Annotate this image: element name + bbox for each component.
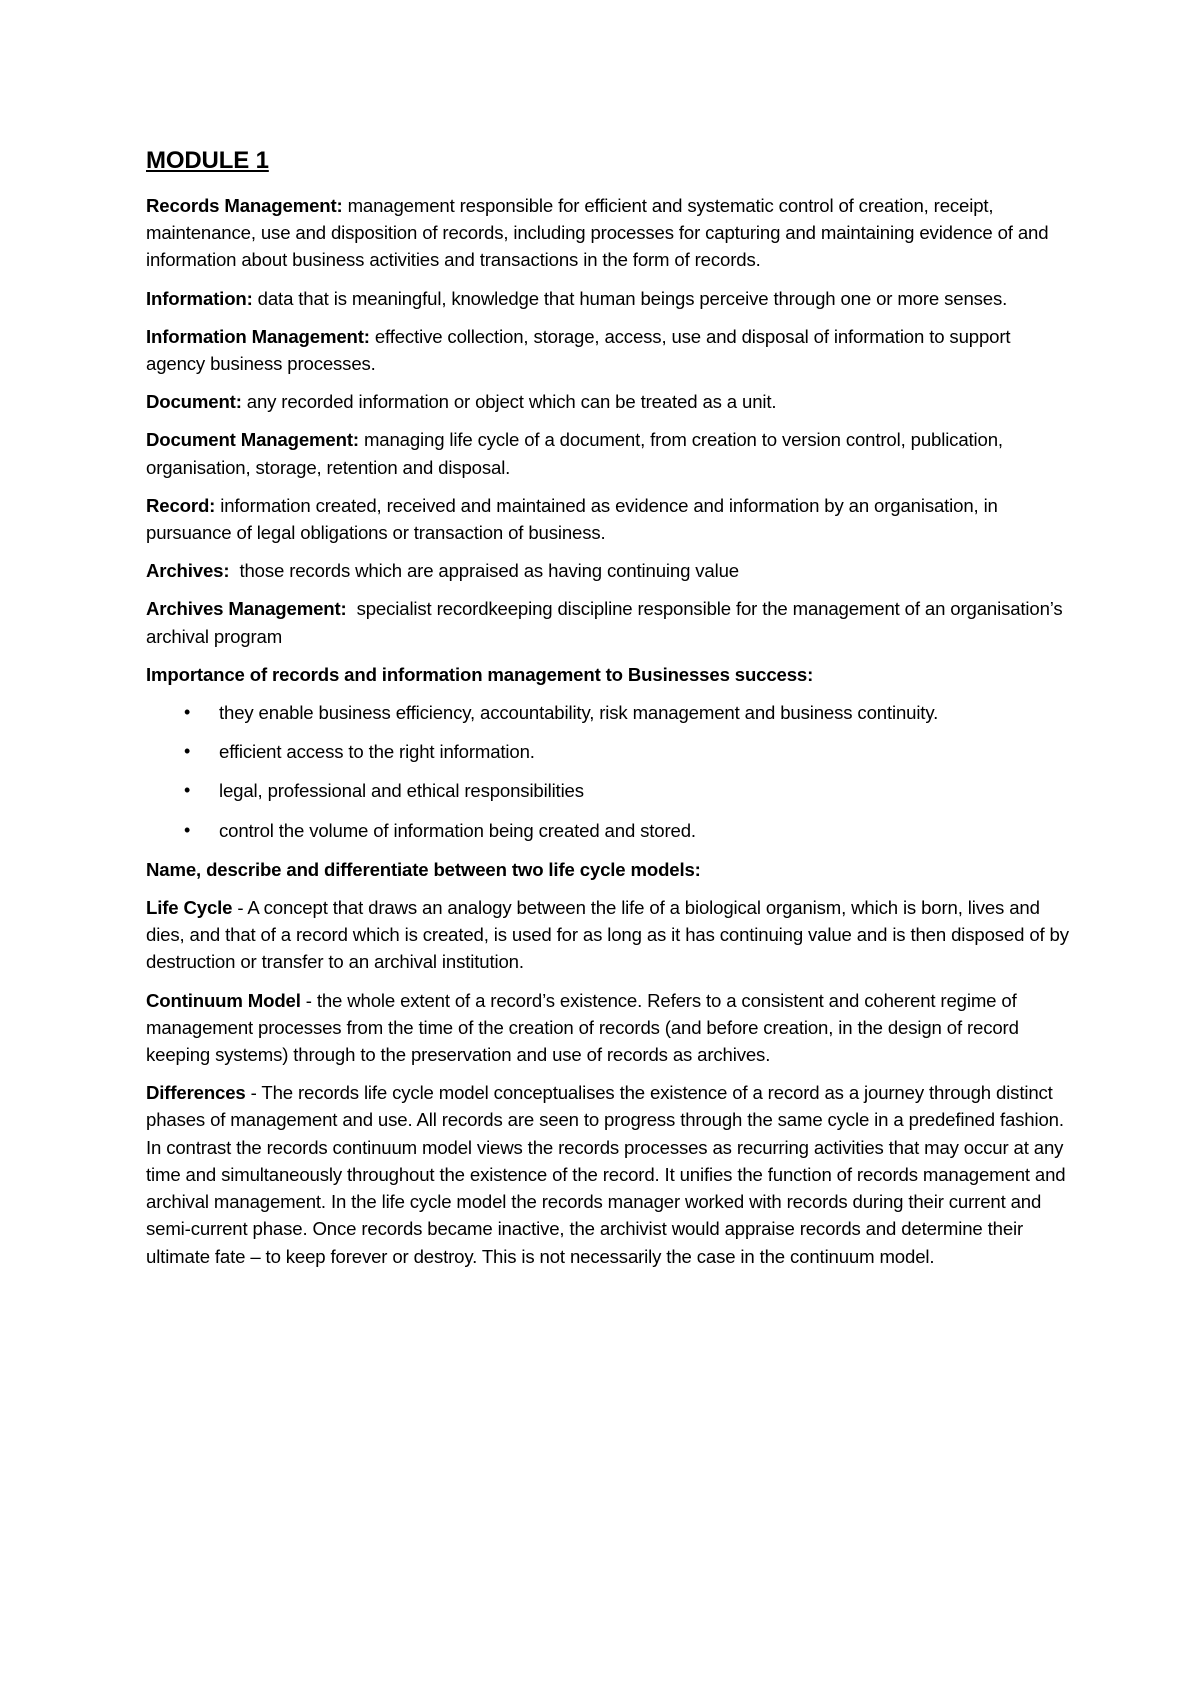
list-item-text: control the volume of information being created and stored. (219, 819, 696, 841)
bullet-icon: • (184, 741, 191, 762)
list-item (146, 817, 1071, 844)
bullet-icon: • (184, 702, 191, 723)
definition-information (146, 285, 1071, 312)
definition-term: Records Management: (146, 195, 343, 216)
list-item (146, 738, 1071, 765)
definition-record (146, 492, 1071, 546)
definition-term: Archives: (146, 560, 230, 582)
document-page (146, 146, 1071, 1281)
definition-term: Archives Management: (146, 598, 347, 620)
importance-heading: Importance of records and information management to Businesses success: (146, 663, 814, 685)
definition-term: Differences (146, 1082, 246, 1104)
list-item (146, 699, 1071, 726)
models-heading: Name, describe and differentiate between two life cycle models: (146, 858, 701, 880)
definition-continuum-model (146, 987, 1071, 1069)
definition-term: Information: (146, 287, 253, 309)
definition-text: - The records life cycle model conceptualises the existence of a record as a journey through distinct phases of management and use. All records are seen to progress through the same cycle in a predefined fashion. In contrast the records continuum model views the records processes as recurring activities that may occur at any time and simultaneously throughout the existence of the record. It unifies the function of records management and archival management. In the life cycle model the records manager worked with records during their current and semi-current phase. Once records became inactive, the archivist would appraise records and determine their ultimate fate – to keep forever or destroy. This is not necessarily the case in the continuum model. (146, 1082, 1066, 1267)
definition-term: Life Cycle (146, 897, 233, 919)
definition-text: management responsible for efficient and systematic control of creation, receipt, maintenance, use and disposition of records, including processes for capturing and maintaining evidence of and information about business activities and transactions in the form of records. (146, 195, 1049, 271)
definition-text: effective collection, storage, access, use and disposal of information to support agency business processes. (146, 325, 1011, 375)
definition-life-cycle (146, 894, 1071, 976)
definition-term: Continuum Model (146, 989, 301, 1011)
importance-list (146, 699, 1071, 844)
definition-term: Document Management: (146, 429, 359, 451)
list-item-text: efficient access to the right information. (219, 741, 535, 763)
definition-text: information created, received and maintained as evidence and information by an organisation, in pursuance of legal obligations or transaction of business. (146, 494, 998, 544)
definition-differences (146, 1079, 1071, 1269)
definition-text: managing life cycle of a document, from creation to version control, publication, organisation, storage, retention and disposal. (146, 429, 1003, 478)
definition-term: Information Management: (146, 325, 370, 347)
definition-records-management (146, 192, 1071, 274)
definition-text: any recorded information or object which can be treated as a unit. (241, 391, 777, 413)
definition-information-management (146, 323, 1071, 377)
bullet-icon: • (184, 819, 191, 840)
definition-text: data that is meaningful, knowledge that human beings perceive through one or more senses. (252, 287, 1008, 309)
definition-document-management (146, 426, 1071, 480)
page-title: MODULE 1 (146, 147, 269, 174)
definition-text: specialist recordkeeping discipline responsible for the management of an organisation’s archival program (146, 598, 1068, 647)
definition-archives (146, 557, 1071, 584)
definition-text: - A concept that draws an analogy between the life of a biological organism, which is born, lives and dies, and that of a record which is created, is used for as long as it has continuing value and is then disposed of by destruction or transfer to an archival institution. (146, 897, 1069, 973)
bullet-icon: • (184, 780, 191, 801)
definition-document (146, 388, 1071, 415)
definition-term: Record: (146, 494, 216, 516)
list-item-text: they enable business efficiency, accountability, risk management and business continuity. (219, 702, 939, 724)
definition-term: Document: (146, 391, 242, 413)
definition-archives-management (146, 595, 1071, 649)
list-item (146, 777, 1071, 804)
definition-text: those records which are appraised as having continuing value (229, 560, 739, 582)
list-item-text: legal, professional and ethical responsibilities (219, 780, 584, 802)
definition-text: - the whole extent of a record’s existence. Refers to a consistent and coherent regime of management processes from the time of the creation of records (and before creation, in the design of record keeping systems) through to the preservation and use of records as archives. (146, 989, 1019, 1066)
